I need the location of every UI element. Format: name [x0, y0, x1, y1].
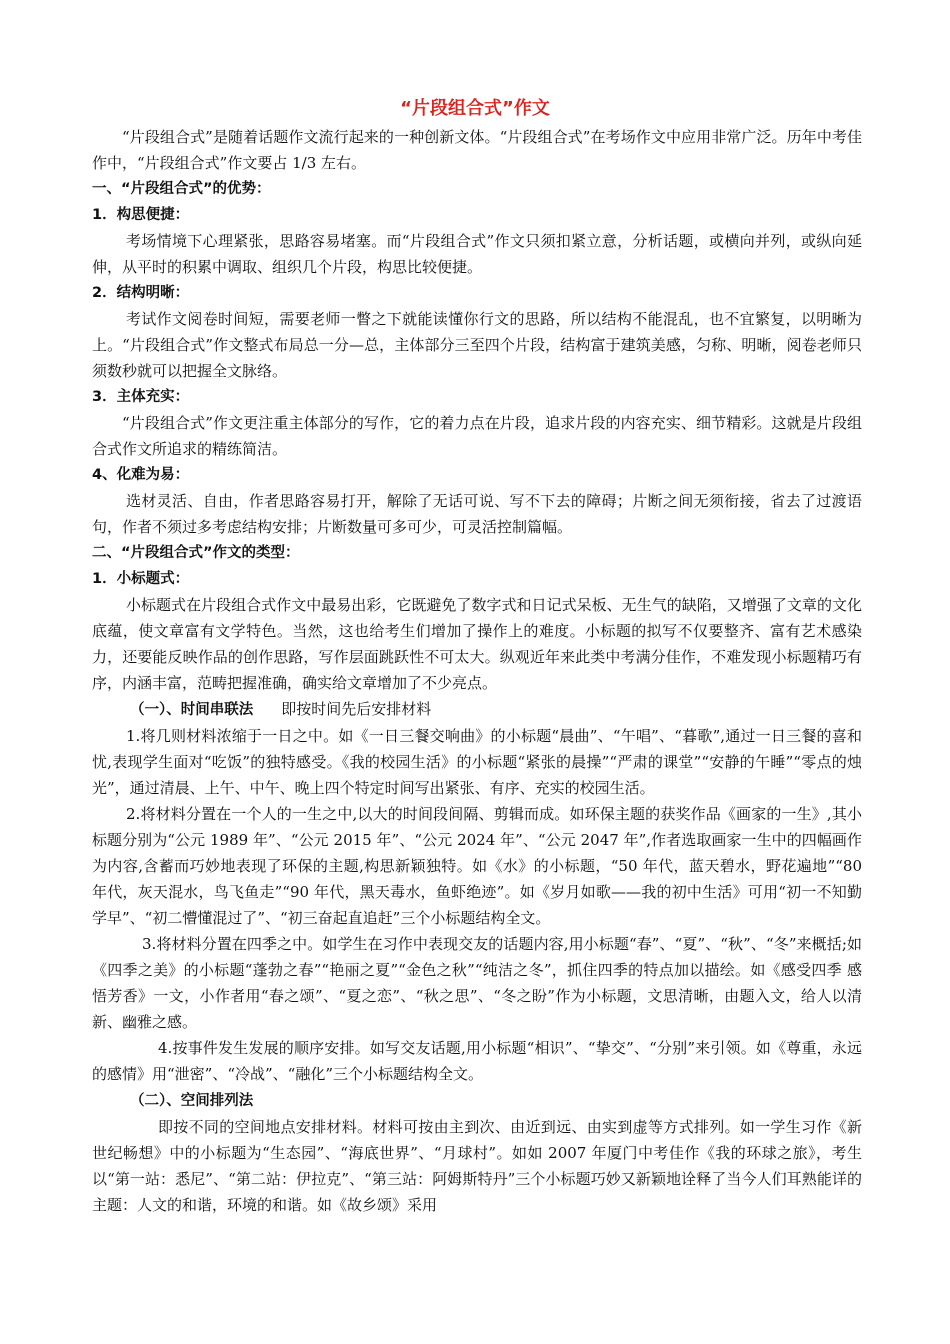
section-heading: 3．主体充实：: [92, 389, 190, 405]
paragraph: “片段组合式”是随着话题作文流行起来的一种创新文体。“片段组合式”在考场作文中应用非常广泛。历年中考佳作中，“片段组合式”作文要占 1/3 左右。: [92, 128, 862, 172]
section-heading: 二、“片段组合式”作文的类型：: [92, 545, 300, 561]
subsection-heading: [92, 696, 862, 723]
paragraph: “片段组合式”作文更注重主体部分的写作，它的着力点在片段，追求片段的内容充实、细节精彩。这就是片段组合式作文所追求的精练简洁。: [92, 414, 862, 458]
section-heading: 2．结构明晰：: [92, 285, 190, 301]
paragraph: 3.将材料分置在四季之中。如学生在习作中表现交友的话题内容,用小标题“春”、“夏”、“秋”、“冬”来概括;如《四季之美》的小标题“蓬勃之春”“艳丽之夏”“金色之秋”“纯洁之冬”，抓住四季的特点加以描绘。如《感受四季 感悟芳香》一文，小作者用“春之颂”、“夏之恋”、“秋之思”、“冬之盼”作为小标题，文思清晰，由题入文，给人以清新、幽雅之感。: [92, 935, 862, 1031]
paragraph: 1.将几则材料浓缩于一日之中。如《一日三餐交响曲》的小标题“晨曲”、“午唱”、“暮歌”,通过一日三餐的喜和忧,表现学生面对“吃饭”的独特感受。《我的校园生活》的小标题“紧张的晨操”“严肃的课堂”“安静的午睡”“零点的烛光”，通过清晨、上午、中午、晚上四个特定时间写出紧张、有序、充实的校园生活。: [92, 727, 862, 797]
section-heading: 4、化难为易：: [92, 467, 190, 483]
section-heading: 一、“片段组合式”的优势：: [92, 181, 271, 197]
section-heading: 1．构思便捷：: [92, 207, 190, 223]
subsection-title: （一）、时间串联法: [130, 702, 254, 718]
subsection-heading: [92, 1087, 862, 1114]
section-heading: 1．小标题式：: [92, 571, 190, 587]
document-title: “片段组合式”作文: [400, 98, 550, 119]
subsection-title: （二）、空间排列法: [130, 1093, 254, 1109]
paragraph: 考场情境下心理紧张，思路容易堵塞。而“片段组合式”作文只须扣紧立意，分析话题，或横向并列，或纵向延伸，从平时的积累中调取、组织几个片段，构思比较便捷。: [92, 232, 862, 276]
paragraph: 即按不同的空间地点安排材料。材料可按由主到次、由近到远、由实到虚等方式排列。如一学生习作《新世纪畅想》中的小标题为“生态园”、“海底世界”、“月球村”。如如 2007 年厦门中考佳作《我的环球之旅》，考生以“第一站：悉尼”、“第二站：伊拉克”、“第三站：阿姆斯特丹”三个小标题巧妙又新颖地诠释了当今人们耳熟能详的主题：人文的和谐，环境的和谐。如《故乡颂》采用: [92, 1118, 862, 1214]
paragraph: 选材灵活、自由，作者思路容易打开，解除了无话可说、写不下去的障碍；片断之间无须衔接，省去了过渡语句，作者不须过多考虑结构安排；片断数量可多可少，可灵活控制篇幅。: [92, 492, 862, 536]
paragraph: 考试作文阅卷时间短，需要老师一瞥之下就能读懂你行文的思路，所以结构不能混乱，也不宜繁复，以明晰为上。“片段组合式”作文整式布局总一分—总，主体部分三至四个片段，结构富于建筑美感，匀称、明晰，阅卷老师只须数秒就可以把握全文脉络。: [92, 310, 862, 380]
document-body: [92, 124, 862, 1218]
paragraph: 2.将材料分置在一个人的一生之中,以大的时间段间隔、剪辑而成。如环保主题的获奖作品《画家的一生》,其小标题分别为“公元 1989 年”、“公元 2015 年”、“公元 2024 年”、“公元 2047 年”,作者选取画家一生中的四幅画作为内容,含蓄而巧妙地表现了环保的主题,构思新颖独特。如《水》的小标题，“50 年代，蓝天碧水，野花遍地”“80 年代，灰天混水，鸟飞鱼走”“90 年代，黑天毒水，鱼虾绝迹”。如《岁月如歌——我的初中生活》可用“初一不知勤学早”、“初二懵懂混过了”、“初三奋起直追赶”三个小标题结构全文。: [92, 805, 862, 927]
paragraph: 小标题式在片段组合式作文中最易出彩，它既避免了数字式和日记式呆板、无生气的缺陷，又增强了文章的文化底蕴，使文章富有文学特色。当然，这也给考生们增加了操作上的难度。小标题的拟写不仅要整齐、富有艺术感染力，还要能反映作品的创作思路，写作层面跳跃性不可太大。纵观近年来此类中考满分佳作，不难发现小标题精巧有序，内涵丰富，范畴把握准确，确实给文章增加了不少亮点。: [92, 596, 862, 692]
subsection-note: 即按时间先后安排材料: [281, 700, 432, 718]
paragraph: 4.按事件发生发展的顺序安排。如写交友话题,用小标题“相识”、“挚交”、“分别”来引领。如《尊重，永远的感情》用“泄密”、“冷战”、“融化”三个小标题结构全文。: [92, 1039, 862, 1083]
